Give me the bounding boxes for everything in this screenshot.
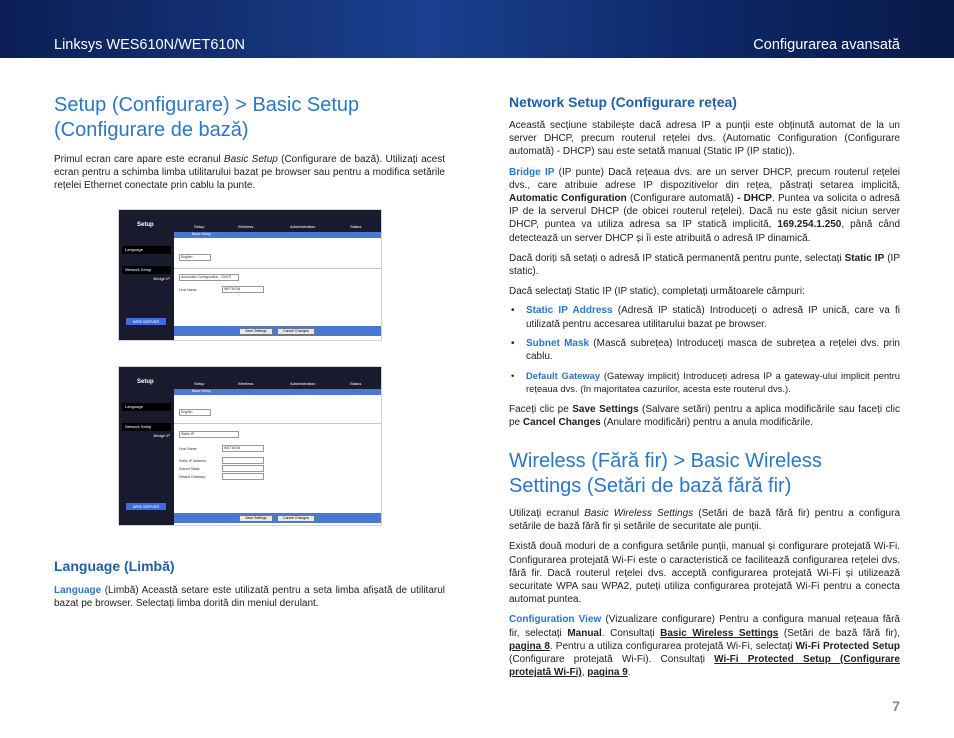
host-name-value: WET610N bbox=[224, 446, 241, 450]
title-line-1: Setup (Configurare) > Basic Setup bbox=[54, 94, 360, 116]
subnet-mask-input[interactable] bbox=[222, 465, 264, 472]
tab-administration[interactable]: Administration bbox=[290, 381, 316, 386]
list-item bbox=[509, 304, 900, 330]
text-run: . Pentru a utiliza configurarea protejată Wi-Fi, selectați bbox=[549, 640, 796, 652]
ip-mode-select[interactable] bbox=[179, 274, 239, 281]
bullet-keyword: Subnet Mask bbox=[526, 337, 590, 349]
save-settings-button[interactable]: Save Settings bbox=[239, 515, 273, 522]
text-run: (Salvare setări) pentru a aplica modificările sau faceți clic pe bbox=[509, 403, 900, 428]
screenshot-tab-strip bbox=[174, 367, 381, 389]
text-run: , bbox=[581, 667, 588, 679]
bold-run: Manual bbox=[567, 627, 602, 639]
title-line-1: Wireless (Fără fir) > Basic Wireless bbox=[509, 450, 822, 473]
save-cancel-paragraph bbox=[509, 403, 900, 429]
right-column bbox=[509, 94, 900, 680]
network-setup-paragraph: Această secțiune stabilește dacă adresa IP a punții este obținută automat de la un server DHCP, precum routerul rețelei dvs. (Automatic Configuration (Configurare automată) - DHCP) sau este setată manual (Static IP (IP static)). bbox=[509, 120, 900, 158]
bridge-ip-keyword: Bridge IP bbox=[509, 166, 555, 178]
screenshot-footer bbox=[174, 326, 381, 336]
bullet-text: (Gateway implicit) Introduceți adresa IP a gateway-ului implicit pentru rețeaua dvs. (în majoritatea cazurilor, acesta este routerul dvs.). bbox=[526, 370, 900, 395]
title-line-2: Settings (Setări de bază fără fir) bbox=[509, 475, 792, 498]
language-select[interactable] bbox=[179, 254, 211, 261]
screenshot-sidebar bbox=[119, 367, 174, 525]
bold-run: Save Settings bbox=[572, 403, 639, 415]
text-run: . Puntea va solicita o adresă IP de la serverul DHCP (de obicei routerul rețelei). Dacă nu este găsit niciun server DHCP, puntea va utiliza adresa sa IP statică implicită, bbox=[509, 193, 900, 231]
bold-run: 169.254.1.250 bbox=[777, 219, 842, 231]
network-setup-heading: Network Setup (Configurare rețea) bbox=[509, 94, 737, 110]
ip-mode-value: Automatic Configuration - DHCP bbox=[181, 275, 232, 279]
text-run: (Configurare protejată Wi-Fi). Consultați bbox=[509, 654, 715, 666]
configuration-view-paragraph bbox=[509, 613, 900, 679]
tab-status[interactable]: Status bbox=[350, 381, 362, 386]
ip-mode-value: Static IP bbox=[181, 432, 195, 436]
italic-run: Basic Wireless Settings bbox=[584, 508, 694, 520]
title-line-2: (Configurare de bază) bbox=[54, 119, 249, 141]
subtab-bar bbox=[174, 389, 381, 395]
basic-setup-screenshot-static bbox=[118, 366, 382, 526]
bold-run: Cancel Changes bbox=[522, 416, 601, 428]
list-item bbox=[509, 337, 900, 363]
host-name-input[interactable] bbox=[222, 286, 264, 293]
tab-setup[interactable]: Setup bbox=[194, 381, 205, 386]
ip-mode-select[interactable] bbox=[179, 431, 239, 438]
divider bbox=[174, 423, 381, 424]
list-item bbox=[509, 369, 900, 395]
language-text: (Limbă) Această setare este utilizată pentru a seta limba afișată de utilitarul bazat pe browser. Selectați limba dorită din meniul derulant. bbox=[54, 585, 445, 610]
tab-wireless[interactable]: Wireless bbox=[238, 224, 254, 229]
static-fields-intro: Dacă selectați Static IP (IP static), completați următoarele câmpuri: bbox=[509, 286, 805, 298]
bold-run: Automatic Configuration bbox=[509, 193, 627, 205]
section-network-setup: Network Setup bbox=[122, 266, 171, 274]
screenshot-title: Setup bbox=[137, 222, 154, 228]
section-network-setup: Network Setup bbox=[122, 423, 171, 431]
web-server-logo: WEB SERVER bbox=[126, 503, 166, 510]
text-run: (Setări de bază fără fir) pentru a configura setările de bază fără fir și setările de securitate ale punții. bbox=[509, 508, 901, 533]
default-gateway-label: Default Gateway: bbox=[179, 475, 206, 479]
tab-administration[interactable]: Administration bbox=[290, 224, 316, 229]
host-name-value: WET610N bbox=[224, 287, 241, 291]
screenshot-tab-strip bbox=[174, 210, 381, 232]
language-paragraph bbox=[54, 584, 445, 610]
screenshot-sidebar bbox=[119, 210, 174, 340]
wireless-intro bbox=[509, 507, 900, 533]
cancel-changes-button[interactable]: Cancel Changes bbox=[277, 515, 315, 522]
text-run: . Consultați bbox=[601, 627, 661, 639]
text-run: (Vizualizare configurare) Pentru a configura manual rețeaua fără fir, selectați bbox=[509, 614, 900, 639]
bullet-keyword: Static IP Address bbox=[526, 305, 613, 317]
basic-wireless-settings-link[interactable]: Basic Wireless Settings bbox=[660, 627, 779, 639]
bullet-text: (Adresă IP statică) Introduceți o adresă IP unică, care va fi utilizată pentru accesarea utilitarului bazat pe browser. bbox=[526, 305, 901, 330]
section-language: Language bbox=[122, 246, 171, 254]
bullet-keyword: Default Gateway bbox=[526, 370, 601, 382]
page-9-link[interactable]: pagina 9 bbox=[587, 667, 628, 679]
basic-setup-intro bbox=[54, 153, 445, 193]
text-run: Dacă doriți să setați o adresă IP statică permanentă pentru punte, selectați bbox=[509, 252, 845, 264]
static-ip-paragraph bbox=[509, 252, 900, 278]
text-run: (Configurare automată) bbox=[626, 193, 738, 205]
static-ip-input[interactable] bbox=[222, 457, 264, 464]
left-column bbox=[54, 93, 445, 193]
subtab-basic-setup[interactable]: Basic Setup bbox=[192, 389, 211, 393]
static-ip-label: Static IP Address: bbox=[179, 459, 207, 463]
language-select[interactable] bbox=[179, 409, 211, 416]
static-fields-list bbox=[509, 304, 900, 395]
web-server-logo: WEB SERVER bbox=[126, 318, 166, 325]
subnet-mask-label: Subnet Mask: bbox=[179, 467, 201, 471]
intro-text-a: Primul ecran care apare este ecranul bbox=[54, 154, 224, 165]
header-product-name: Linksys WES610N/WET610N bbox=[54, 37, 245, 53]
wireless-modes-paragraph: Există două moduri de a configura setările punții, manual și configurare protejată Wi-Fi. Configurarea protejată Wi-Fi este o caracteristică ce facilitează configurarea rețelei dvs. fără fir. Dacă routerul rețelei dvs. acceptă configurarea protejată Wi-Fi și utilizează securitate WPA sau WPA2, puteți utiliza configurarea protejată Wi-Fi pentru a conecta automat puntea. bbox=[509, 541, 900, 606]
tab-setup[interactable]: Setup bbox=[194, 224, 205, 229]
divider bbox=[174, 268, 381, 269]
bold-run: Wi-Fi Protected Setup bbox=[795, 640, 900, 652]
language-keyword: Language bbox=[54, 585, 102, 596]
language-value: English bbox=[181, 255, 193, 259]
host-name-label: Host Name: bbox=[179, 447, 198, 451]
bridge-ip-paragraph bbox=[509, 166, 900, 245]
intro-text-b: (Configurare de bază). Utilizați acest ecran pentru a schimba limba utilitarului bazat pe browser sau pentru a modifica setările rețelei Ethernet conectate prin cablu la punte. bbox=[54, 154, 445, 192]
screenshot-footer bbox=[174, 513, 381, 523]
language-section bbox=[54, 558, 445, 610]
intro-text-italic: Basic Setup bbox=[223, 154, 278, 165]
sub-label-bridge-ip: Bridge IP bbox=[153, 276, 170, 281]
section-language: Language bbox=[122, 403, 171, 411]
sub-label-bridge-ip: Bridge IP bbox=[153, 433, 170, 438]
bold-run: Static IP bbox=[844, 252, 885, 264]
tab-wireless[interactable]: Wireless bbox=[238, 381, 254, 386]
subtab-basic-setup[interactable]: Basic Setup bbox=[192, 232, 211, 236]
bold-run: - DHCP bbox=[737, 193, 772, 205]
save-settings-button[interactable]: Save Settings bbox=[239, 328, 273, 335]
tab-status[interactable]: Status bbox=[350, 224, 362, 229]
default-gateway-input[interactable] bbox=[222, 473, 264, 480]
basic-setup-screenshot-dhcp bbox=[118, 209, 382, 341]
wifi-protected-setup-link[interactable]: Wi-Fi Protected Setup (Configurare protejată Wi-Fi) bbox=[509, 654, 900, 679]
wireless-title bbox=[509, 449, 900, 499]
text-run: Utilizați ecranul bbox=[509, 508, 585, 520]
screenshot-title: Setup bbox=[137, 379, 154, 385]
text-run: (IP punte) Dacă rețeaua dvs. are un server DHCP, precum routerul rețelei dvs., care atribuie adrese IP dispozitivelor din rețea, păstrați setarea implicită, bbox=[509, 166, 900, 191]
text-run: (IP static). bbox=[509, 252, 900, 278]
header-section-name: Configurarea avansată bbox=[753, 37, 900, 53]
page-header bbox=[0, 0, 954, 58]
text-run: (Setări de bază fără fir), bbox=[778, 627, 900, 639]
language-value: English bbox=[181, 410, 193, 414]
language-heading: Language (Limbă) bbox=[54, 558, 175, 574]
subtab-bar bbox=[174, 232, 381, 238]
host-name-input[interactable] bbox=[222, 445, 264, 452]
text-run: (Anulare modificări) pentru a anula modificările. bbox=[600, 416, 814, 428]
page-8-link[interactable]: pagina 8 bbox=[509, 640, 550, 652]
text-run: , până când detectează un server DHCP și îi este atribuită o adresă IP dinamică. bbox=[509, 219, 901, 244]
bullet-text: (Mască subrețea) Introduceți masca de subrețea a rețelei dvs. prin cablu. bbox=[526, 337, 900, 363]
configuration-view-keyword: Configuration View bbox=[509, 614, 602, 626]
text-run: Faceți clic pe bbox=[509, 403, 573, 415]
page-number: 7 bbox=[892, 698, 900, 714]
basic-setup-title bbox=[54, 93, 445, 143]
cancel-changes-button[interactable]: Cancel Changes bbox=[277, 328, 315, 335]
text-run: . bbox=[627, 667, 631, 679]
host-name-label: Host Name: bbox=[179, 288, 198, 292]
